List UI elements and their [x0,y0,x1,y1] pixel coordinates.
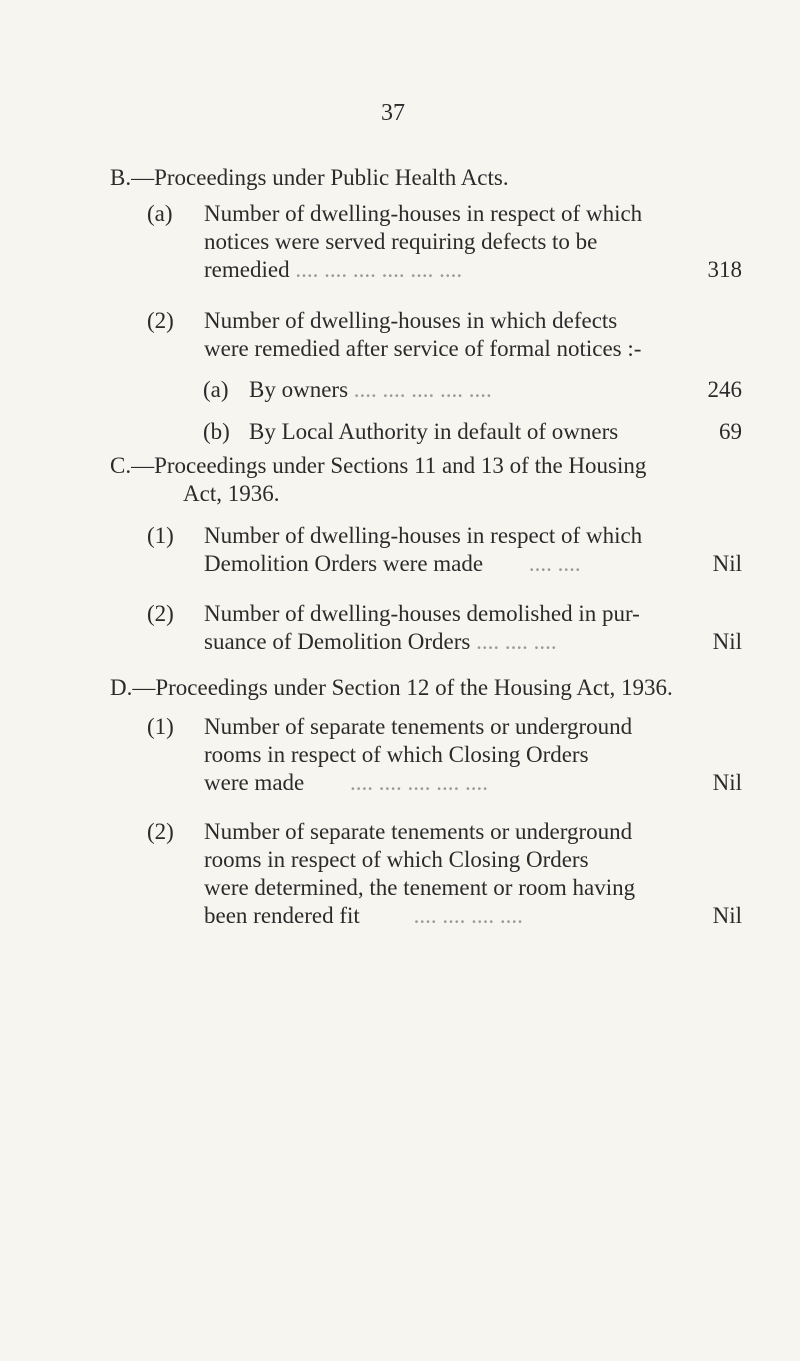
section-c-item-2-value: Nil [712,629,742,654]
section-d-item-2-line-4-text: been rendered fit [204,903,360,928]
section-d-item-2-line-3: were determined, the tenement or room having [204,875,636,900]
leader-dots: .... .... [528,551,581,576]
section-b-item-2-line-2: were remedied after service of formal notices :- [204,336,642,361]
section-b-sub-b-text: By Local Authority in default of owners [249,419,619,444]
section-d-item-2-line-1: Number of separate tenements or underground [204,819,633,844]
section-d-item-2-line-2: rooms in respect of which Closing Orders [204,847,589,872]
section-b-heading: B.—Proceedings under Public Health Acts. [110,165,509,190]
section-c-item-1-line-1: Number of dwelling-houses in respect of which [204,523,643,548]
section-d-item-2-line-4 [204,903,523,929]
section-d-item-1-line-3 [204,770,488,796]
section-d-item-1-line-1: Number of separate tenements or underground [204,714,633,739]
section-c-heading-line-1: C.—Proceedings under Sections 11 and 13 of the Housing [110,453,647,478]
section-d-item-1-line-2: rooms in respect of which Closing Orders [204,742,589,767]
section-c-item-1-line-2-text: Demolition Orders were made [204,551,484,576]
section-b-item-2-line-1: Number of dwelling-houses in which defects [204,308,618,333]
section-c-item-1-label: (1) [147,523,174,548]
section-b-sub-b-value: 69 [719,419,742,444]
section-d-heading: D.—Proceedings under Section 12 of the Housing Act, 1936. [110,675,673,700]
section-b-sub-a-text [249,377,492,403]
section-c-item-1-value: Nil [712,551,742,576]
section-d-item-1-value: Nil [712,770,742,795]
section-c-item-2-label: (2) [147,601,174,626]
section-c-item-2-line-2 [204,629,557,655]
leader-dots: .... .... .... .... .... .... [295,257,463,282]
section-c-item-2-line-2-text: suance of Demolition Orders [204,629,471,654]
section-b-item-a-line-3 [204,257,462,283]
section-b-sub-b-label: (b) [203,419,230,444]
section-c-item-1-line-2 [204,551,581,577]
section-d-item-1-line-3-text: were made [204,770,305,795]
section-d-item-2-label: (2) [147,819,174,844]
section-d-item-1-label: (1) [147,714,174,739]
leader-dots: .... .... .... .... .... [350,770,488,795]
section-b-sub-a-value: 246 [707,377,742,402]
section-b-item-a-line-1: Number of dwelling-houses in respect of which [204,201,643,226]
page-number: 37 [381,100,405,126]
section-b-item-a-value: 318 [707,257,742,282]
leader-dots: .... .... .... [476,629,557,654]
section-b-item-2-label: (2) [147,308,174,333]
section-b-item-a-line-3-text: remedied [204,257,290,282]
section-c-item-2-line-1: Number of dwelling-houses demolished in pur- [204,601,640,626]
section-b-sub-a-text-content: By owners [249,377,349,402]
section-b-item-a-line-2: notices were served requiring defects to be [204,229,598,254]
leader-dots: .... .... .... .... [413,903,523,928]
section-b-item-a-label: (a) [147,201,173,226]
section-c-heading-line-2: Act, 1936. [183,481,280,506]
leader-dots: .... .... .... .... .... [353,377,492,402]
section-d-item-2-value: Nil [712,903,742,928]
section-b-sub-a-label: (a) [203,377,229,402]
